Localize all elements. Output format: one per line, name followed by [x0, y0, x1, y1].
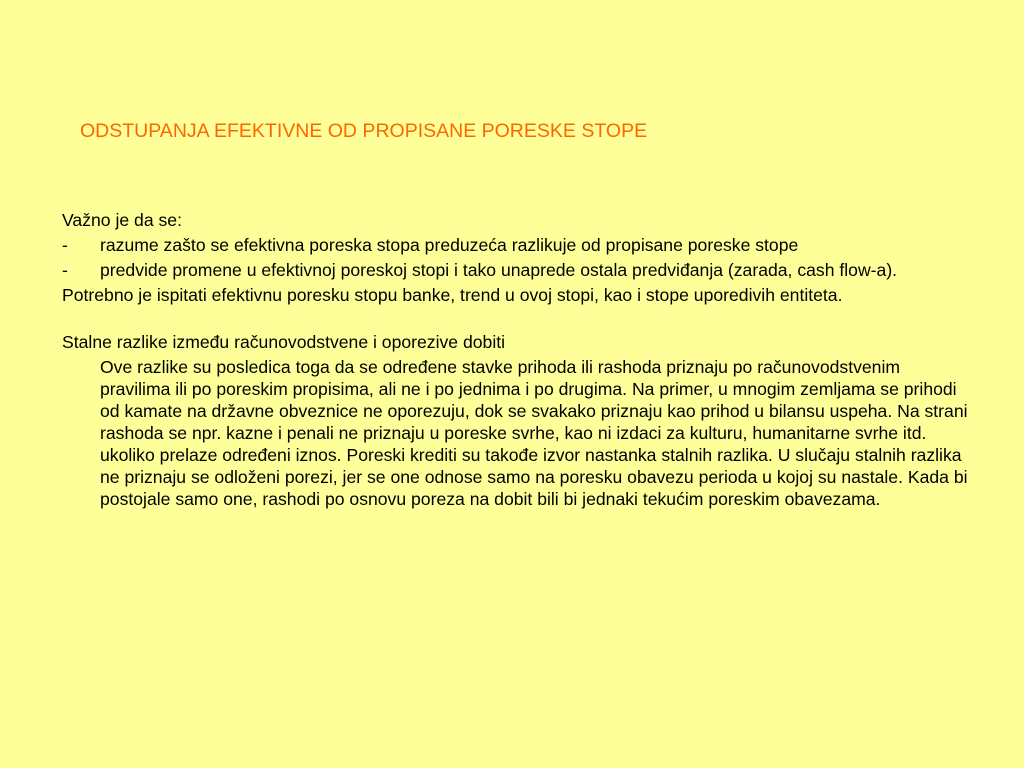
- bullet-text: predvide promene u efektivnoj poreskoj stopi i tako unaprede ostala predviđanja (zarada, cash flow-a).: [100, 260, 898, 280]
- bullet-text: razume zašto se efektivna poreska stopa preduzeća razlikuje od propisane poreske stope: [100, 235, 799, 255]
- slide-content: [62, 209, 972, 510]
- need-text: Potrebno je ispitati efektivnu poresku stopu banke, trend u ovoj stopi, kao i stope uporedivih entiteta.: [62, 285, 843, 305]
- bullet-item: [62, 259, 972, 281]
- spacer: [62, 309, 972, 331]
- intro-text: Važno je da se:: [62, 210, 182, 230]
- bullet-marker: -: [62, 260, 68, 280]
- section-heading: Stalne razlike između računovodstvene i oporezive dobiti: [62, 332, 506, 352]
- section-body: Ove razlike su posledica toga da se određene stavke prihoda ili rashoda priznaju po računovodstvenim pravilima ili po poreskim propisima, ali ne i po jednima i po drugima. Na primer, u mnogim zemljama se prihodi od kamate na državne obveznice ne oporezuju, dok se svakako priznaju kao prihod u bilansu uspeha. Na strani rashoda se npr. kazne i penali ne priznaju u poreske svrhe, kao ni izdaci za kulturu, humanitarne svrhe itd. ukoliko prelaze određeni iznos. Poreski krediti su takođe izvor nastanka stalnih razlika. U slučaju stalnih razlika ne priznaju se odloženi porezi, jer se one odnose samo na poresku obavezu perioda u kojoj su nastale. Kada bi postojale samo one, rashodi po osnovu poreza na dobit bili bi jednaki tekućim poreskim obavezama.: [100, 357, 968, 509]
- bullet-item: [62, 234, 972, 256]
- bullet-marker: -: [62, 235, 68, 255]
- slide-title: ODSTUPANJA EFEKTIVNE OD PROPISANE PORESKE STOPE: [80, 120, 648, 142]
